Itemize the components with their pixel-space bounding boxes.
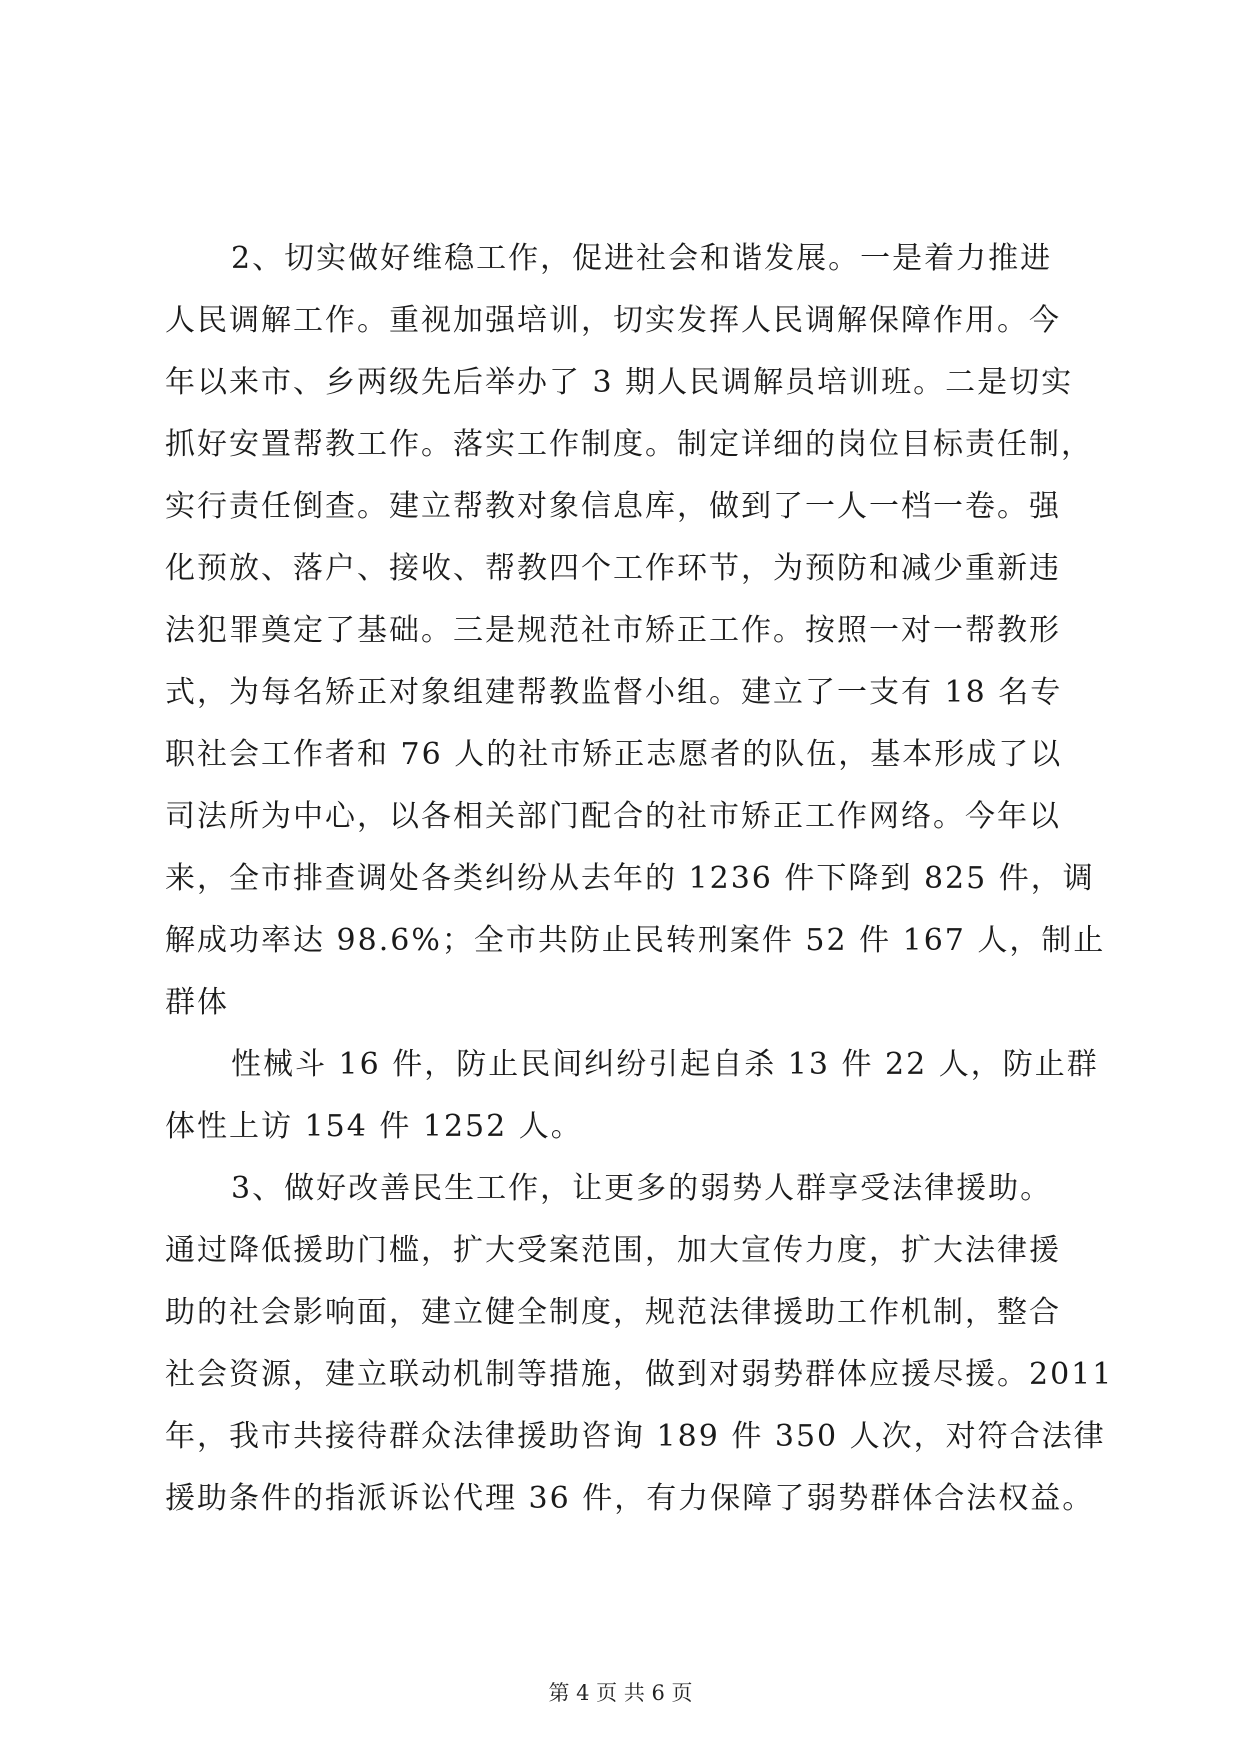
paragraph-line: 式，为每名矫正对象组建帮教监督小组。建立了一支有 18 名专 [165,675,1063,710]
paragraph-line: 群体 [165,985,229,1020]
paragraph-line: 来，全市排查调处各类纠纷从去年的 1236 件下降到 825 件，调 [165,861,1095,896]
document-body [165,228,1114,1530]
paragraph-line: 2、切实做好维稳工作，促进社会和谐发展。一是着力推进 [231,241,1053,276]
paragraph-line: 援助条件的指派诉讼代理 36 件，有力保障了弱势群体合法权益。 [165,1481,1095,1516]
paragraph-line: 解成功率达 98.6%；全市共防止民转刑案件 52 件 167 人，制止 [165,923,1106,958]
paragraph-line: 抓好安置帮教工作。落实工作制度。制定详细的岗位目标责任制， [165,427,1093,462]
paragraph-line: 社会资源，建立联动机制等措施，做到对弱势群体应援尽援。2011 [165,1357,1114,1392]
paragraph-line: 体性上访 154 件 1252 人。 [165,1109,583,1144]
paragraph-line: 职社会工作者和 76 人的社市矫正志愿者的队伍，基本形成了以 [165,737,1063,772]
paragraph-line: 人民调解工作。重视加强培训，切实发挥人民调解保障作用。今 [165,303,1061,338]
paragraph-line: 助的社会影响面，建立健全制度，规范法律援助工作机制，整合 [165,1295,1061,1330]
paragraph-line: 化预放、落户、接收、帮教四个工作环节，为预防和减少重新违 [165,551,1061,586]
paragraph-line: 通过降低援助门槛，扩大受案范围，加大宣传力度，扩大法律援 [165,1233,1061,1268]
page-number-footer: 第 4 页 共 6 页 [548,1681,693,1705]
paragraph-line: 3、做好改善民生工作，让更多的弱势人群享受法律援助。 [231,1171,1053,1206]
paragraph-line: 实行责任倒查。建立帮教对象信息库，做到了一人一档一卷。强 [165,489,1061,524]
paragraph-line: 法犯罪奠定了基础。三是规范社市矫正工作。按照一对一帮教形 [165,613,1061,648]
paragraph-line: 性械斗 16 件，防止民间纠纷引起自杀 13 件 22 人，防止群 [231,1047,1099,1082]
paragraph-line: 年，我市共接待群众法律援助咨询 189 件 350 人次，对符合法律 [165,1419,1106,1454]
paragraph-line: 年以来市、乡两级先后举办了 3 期人民调解员培训班。二是切实 [165,365,1074,400]
paragraph-line: 司法所为中心，以各相关部门配合的社市矫正工作网络。今年以 [165,799,1061,834]
